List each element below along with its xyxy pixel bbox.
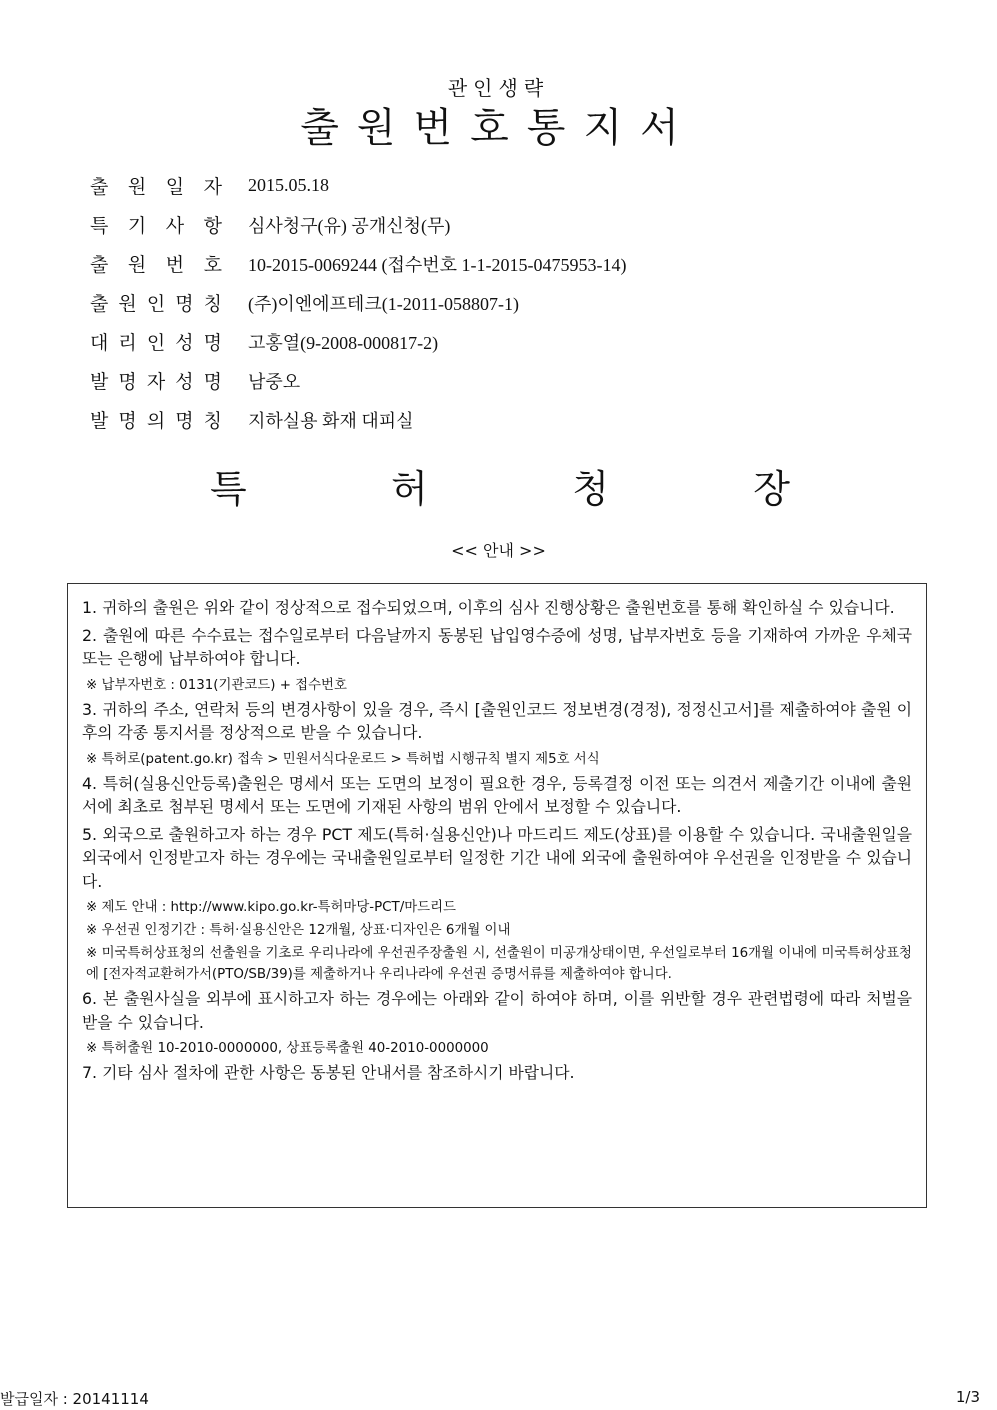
page-number: 1/3 xyxy=(955,1388,980,1406)
label-char: 자 xyxy=(203,176,222,198)
notice-item-3: 3. 귀하의 주소, 연락처 등의 변경사항이 있을 경우, 즉시 [출원인코드 정보변경(경정), 정정신고서]를 제출하여야 출원 이후의 각종 통지서를 정상적으로 받을 수 있습니다. xyxy=(82,699,912,742)
label-char: 명 xyxy=(203,332,222,354)
label-char: 일 xyxy=(165,176,185,198)
field-label xyxy=(90,211,222,238)
label-char: 원 xyxy=(118,293,137,315)
label-char: 대 xyxy=(90,332,109,354)
label-char: 출 xyxy=(90,176,109,198)
notice-item-2: 2. 출원에 따른 수수료는 접수일로부터 다음날까지 동봉된 납입영수증에 성명, 납부자번호 등을 기재하여 가까운 우체국 또는 은행에 납부하여야 합니다. xyxy=(82,625,912,668)
office-char: 특 xyxy=(210,467,247,511)
label-char: 호 xyxy=(203,254,222,276)
label-char: 번 xyxy=(165,254,185,276)
field-label xyxy=(90,289,222,316)
field-value: 남중오 xyxy=(248,371,301,392)
label-char: 출 xyxy=(90,254,109,276)
field-value: 2015.05.18 xyxy=(248,175,329,195)
field-agent-name xyxy=(90,322,950,361)
label-char: 사 xyxy=(165,215,185,237)
field-value: 지하실용 화재 대피실 xyxy=(248,410,414,431)
field-label xyxy=(90,172,222,199)
field-applicant-name xyxy=(90,283,950,322)
notice-item-6: 6. 본 출원사실을 외부에 표시하고자 하는 경우에는 아래와 같이 하여야 하며, 이를 위반할 경우 관련법령에 따라 처벌을 받을 수 있습니다. xyxy=(82,989,912,1032)
label-char: 인 xyxy=(146,293,166,315)
field-label xyxy=(90,250,222,277)
office-char: 허 xyxy=(391,467,428,511)
notice-item-1: 1. 귀하의 출원은 위와 같이 정상적으로 접수되었으며, 이후의 심사 진행상황은 출원번호를 통해 확인하실 수 있습니다. xyxy=(82,598,895,617)
field-application-date xyxy=(90,166,950,205)
label-char: 성 xyxy=(175,371,194,393)
label-char: 원 xyxy=(127,254,147,276)
label-char: 명 xyxy=(203,371,222,393)
label-char: 명 xyxy=(175,293,194,315)
field-value: 심사청구(유) 공개신청(무) xyxy=(248,215,451,236)
application-fields xyxy=(90,166,950,439)
label-char: 성 xyxy=(175,332,194,354)
seal-omitted-note: 관인생략 xyxy=(447,76,550,100)
field-special-notes xyxy=(90,205,950,244)
label-char: 자 xyxy=(146,371,166,393)
label-char: 칭 xyxy=(203,293,222,315)
label-char: 리 xyxy=(118,332,137,354)
label-char: 원 xyxy=(127,176,147,198)
notice-item-4: 4. 특허(실용신안등록)출원은 명세서 또는 도면의 보정이 필요한 경우, 등록결정 이전 또는 의견서 제출기간 이내에 출원서에 최초로 첨부된 명세서 또는 도면에 기재된 사항의 범위 안에서 보정할 수 있습니다. xyxy=(82,773,912,816)
label-char: 의 xyxy=(146,410,166,432)
document-title: 출원번호통지서 xyxy=(300,105,697,151)
notice-note-5a: ※ 제도 안내 : http://www.kipo.go.kr-특허마당-PCT/마드리드 xyxy=(86,900,456,915)
office-char: 장 xyxy=(753,467,790,511)
office-char: 청 xyxy=(572,467,609,511)
label-char: 명 xyxy=(118,410,137,432)
label-char: 발 xyxy=(90,371,109,393)
label-char: 출 xyxy=(90,293,109,315)
label-char: 기 xyxy=(127,215,147,237)
field-invention-title xyxy=(90,400,950,439)
notice-note-5b: ※ 우선권 인정기간 : 특허·실용신안은 12개월, 상표·디자인은 6개월 이내 xyxy=(86,923,511,938)
notice-note-3: ※ 특허로(patent.go.kr) 접속 > 민원서식다운로드 > 특허법 시행규칙 별지 제5호 서식 xyxy=(86,751,600,767)
issue-date: 발급일자 : 20141114 xyxy=(0,1390,149,1408)
field-inventor-name xyxy=(90,361,950,400)
field-value: 10-2015-0069244 (접수번호 1-1-2015-0475953-14) xyxy=(248,254,627,275)
label-char: 특 xyxy=(90,215,109,237)
office-signature xyxy=(210,458,790,513)
field-value: 고홍열(9-2008-000817-2) xyxy=(248,332,439,353)
field-label xyxy=(90,406,222,433)
notice-item-7: 7. 기타 심사 절차에 관한 사항은 동봉된 안내서를 참조하시기 바랍니다. xyxy=(82,1063,575,1082)
label-char: 항 xyxy=(203,215,222,237)
label-char: 칭 xyxy=(203,410,222,432)
field-application-number xyxy=(90,244,950,283)
label-char: 발 xyxy=(90,410,109,432)
notice-note-5c: ※ 미국특허상표청의 선출원을 기초로 우리나라에 우선권주장출원 시, 선출원이 미공개상태이면, 우선일로부터 16개월 이내에 미국특허상표청에 [전자적교환허가서(PTO/SB/39)를 제출하거나 우리나라에 우선권 증명서류를 제출하여야 합니다. xyxy=(86,946,912,982)
notice-box xyxy=(67,583,927,1208)
field-value: (주)이엔에프테크(1-2011-058807-1) xyxy=(248,293,520,314)
notice-note-6: ※ 특허출원 10-2010-0000000, 상표등록출원 40-2010-0000000 xyxy=(86,1041,489,1056)
field-label xyxy=(90,367,222,394)
label-char: 명 xyxy=(175,410,194,432)
label-char: 인 xyxy=(146,332,166,354)
field-label xyxy=(90,328,222,355)
guide-heading: << 안내 >> xyxy=(451,541,546,560)
notice-item-5: 5. 외국으로 출원하고자 하는 경우 PCT 제도(특허·실용신안)나 마드리드 제도(상표)를 이용할 수 있습니다. 국내출원일을 외국에서 인정받고자 하는 경우에는 국내출원일로부터 일정한 기간 내에 외국에 출원하여야 우선권을 인정받을 수 있습니다. xyxy=(82,824,912,891)
notice-note-2: ※ 납부자번호 : 0131(기관코드) + 접수번호 xyxy=(86,677,347,693)
label-char: 명 xyxy=(118,371,137,393)
